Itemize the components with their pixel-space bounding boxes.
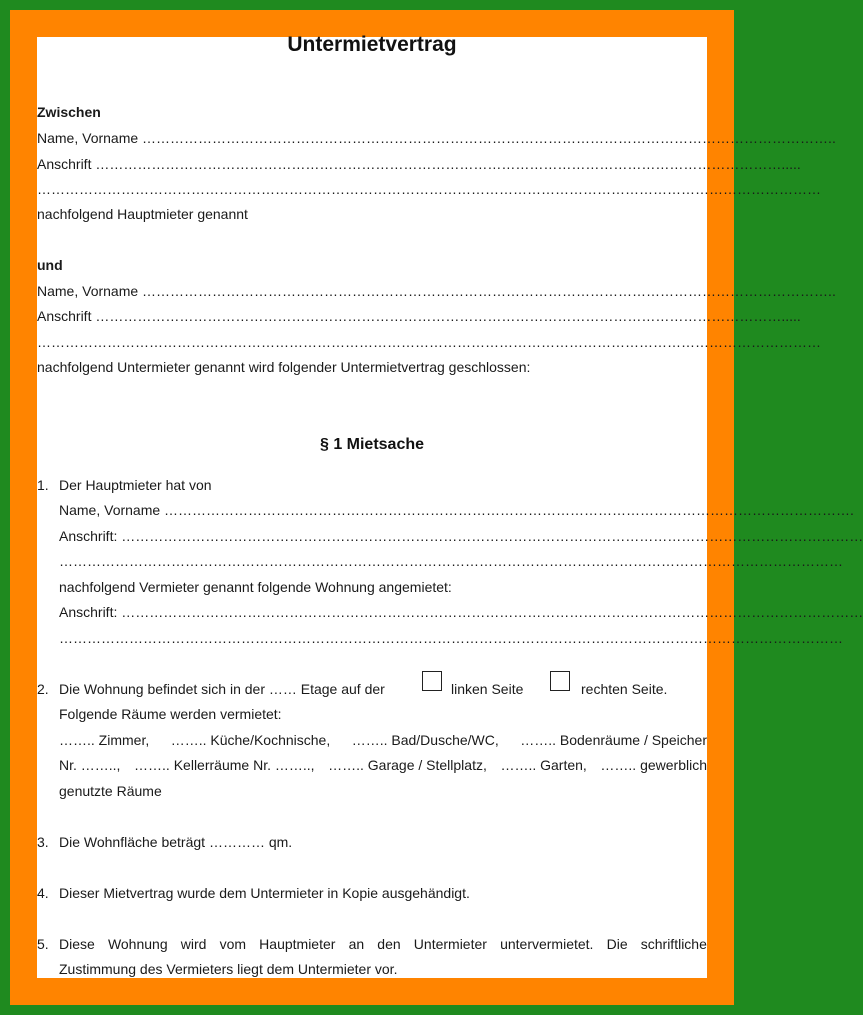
right-side-checkbox[interactable] bbox=[550, 671, 570, 691]
item-1-line-5: nachfolgend Vermieter genannt folgende Wohnung angemietet: bbox=[59, 579, 452, 595]
word: wird bbox=[180, 936, 207, 952]
garage-field: …….. Garage / Stellplatz, bbox=[328, 757, 487, 773]
word: schriftliche bbox=[640, 936, 707, 952]
item-1-line-4: …………………………………………………………………………………………………………………………………………………… bbox=[59, 553, 843, 569]
word: Wohnung bbox=[107, 936, 168, 952]
garden-field: …….. Garten, bbox=[500, 757, 587, 773]
attic-number-field: Nr. …….., bbox=[59, 757, 121, 773]
left-side-label: linken Seite bbox=[451, 681, 524, 697]
item-5-number: 5. bbox=[37, 936, 49, 952]
document-page bbox=[37, 33, 863, 978]
cellar-field: …….. Kellerräume Nr. …….., bbox=[134, 757, 315, 773]
word: vom bbox=[219, 936, 247, 952]
between-label: Zwischen bbox=[37, 104, 101, 120]
item-3-text: Die Wohnfläche beträgt ………… qm. bbox=[59, 834, 293, 850]
second-party-blank-line: …………………………………………………………………………………………………………………………………………………… bbox=[37, 334, 821, 350]
item-2-line-5: genutzte Räume bbox=[59, 783, 162, 799]
first-party-blank-line: …………………………………………………………………………………………………………………………………………………… bbox=[37, 181, 821, 197]
word: untervermietet. bbox=[500, 936, 594, 952]
item-1-line-2: Name, Vorname …………………………………………………………………………………………………………………………………. bbox=[59, 502, 854, 518]
item-2-floor-text: Die Wohnung befindet sich in der …… Etage auf der bbox=[59, 681, 385, 697]
bath-field: …….. Bad/Dusche/WC, bbox=[351, 732, 499, 748]
commercial-field: …….. gewerblich bbox=[600, 757, 707, 773]
document-title: Untermietvertrag bbox=[287, 33, 457, 56]
and-label: und bbox=[37, 257, 63, 273]
item-2-number: 2. bbox=[37, 681, 49, 697]
word: Untermieter bbox=[413, 936, 487, 952]
rooms-field: …….. Zimmer, bbox=[59, 732, 150, 748]
word: den bbox=[377, 936, 401, 952]
word: Hauptmieter bbox=[259, 936, 336, 952]
right-side-label: rechten Seite. bbox=[581, 681, 668, 697]
item-1-line-3: Anschrift: …………………………………………………………………………………………………………………………………………… bbox=[59, 528, 863, 544]
second-party-address-line: Anschrift …………………………………………………………………………………………………………………………………..... bbox=[37, 308, 801, 324]
word: an bbox=[348, 936, 365, 952]
item-4-text: Dieser Mietvertrag wurde dem Untermieter in Kopie ausgehändigt. bbox=[59, 885, 470, 901]
item-1-line-6: Anschrift: …………………………………………………………………………………………………………………………………………… bbox=[59, 604, 863, 620]
first-party-name-line: Name, Vorname ………………………………………………………………………………………………………………………………….. bbox=[37, 130, 836, 146]
second-party-name-line: Name, Vorname ………………………………………………………………………………………………………………………………….. bbox=[37, 283, 836, 299]
word: Diese bbox=[59, 936, 95, 952]
item-1-line-1: Der Hauptmieter hat von bbox=[59, 477, 212, 493]
item-1-line-7: …………………………………………………………………………………………………………………………………………………… bbox=[59, 630, 843, 646]
item-2-line-2: Folgende Räume werden vermietet: bbox=[59, 706, 282, 722]
item-2-rooms-line-1 bbox=[59, 731, 707, 749]
item-3-number: 3. bbox=[37, 834, 49, 850]
section-1-heading: § 1 Mietsache bbox=[319, 436, 425, 453]
item-2-rooms-line-2 bbox=[59, 756, 707, 774]
item-5-line-2: Zustimmung des Vermieters liegt dem Untermieter vor. bbox=[59, 961, 398, 977]
kitchen-field: …….. Küche/Kochnische, bbox=[170, 732, 331, 748]
item-4-number: 4. bbox=[37, 885, 49, 901]
first-party-address-line: Anschrift …………………………………………………………………………………………………………………………………..... bbox=[37, 156, 801, 172]
left-side-checkbox[interactable] bbox=[422, 671, 442, 691]
word: Die bbox=[606, 936, 628, 952]
attic-field: …….. Bodenräume / Speicher bbox=[520, 732, 707, 748]
item-1-number: 1. bbox=[37, 477, 49, 493]
first-party-role: nachfolgend Hauptmieter genannt bbox=[37, 206, 248, 222]
second-party-role: nachfolgend Untermieter genannt wird folgender Untermietvertrag geschlossen: bbox=[37, 359, 531, 375]
item-5-line-1 bbox=[59, 935, 707, 953]
